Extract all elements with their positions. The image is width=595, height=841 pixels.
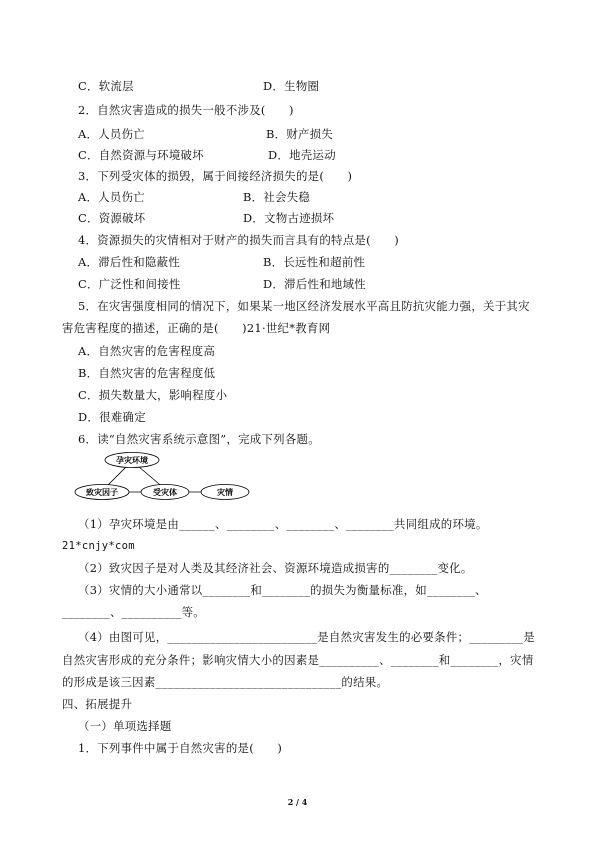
q4-option-b: B．长远性和超前性 [263, 255, 366, 269]
q5-option-d: D．很难确定 [78, 410, 146, 424]
q1-option-d: D．生物圈 [263, 79, 320, 93]
diagram-label-left: 致灾因子 [86, 488, 118, 497]
q2-option-c: C．自然资源与环境破坏 [78, 148, 204, 162]
fill-item-1: （1）孕灾环境是由______、________、________、________共同组成的环境。 [78, 517, 488, 531]
question-4: 4．资源损失的灾情相对于财产的损失而言具有的特点是( ) [78, 233, 399, 247]
diagram-label-right: 灾情 [217, 488, 233, 497]
question-3: 3．下列受灾体的损毁，属于间接经济损失的是( ) [78, 169, 353, 183]
exercise-1: 1．下列事件中属于自然灾害的是( ) [78, 741, 283, 755]
q2-option-a: A．人员伤亡 [78, 127, 145, 141]
question-5-line-1: 5．在灾害强度相同的情况下，如果某一地区经济发展水平高且防抗灾能力强，关于其灾 [78, 299, 530, 313]
question-2: 2．自然灾害造成的损失一般不涉及( ) [78, 103, 294, 117]
q5-option-c: C．损失数量大，影响程度小 [78, 388, 228, 402]
natural-disaster-system-diagram [74, 451, 264, 503]
q4-option-c: C．广泛性和间接性 [78, 277, 181, 291]
diagram-label-middle: 受灾体 [153, 488, 177, 497]
q3-option-c: C．资源破坏 [78, 211, 146, 225]
watermark-tag: 21*cnjy*com [62, 540, 135, 552]
fill-item-4-line-3: 的形成是该三因素_______________________________的结果。 [62, 675, 389, 689]
q4-option-a: A．滞后性和隐蔽性 [78, 255, 181, 269]
fill-item-2: （2）致灾因子是对人类及其经济社会、资源环境造成损害的________变化。 [78, 561, 473, 575]
question-5-line-2: 害危害程度的描述，正确的是( )21·世纪*教育网 [62, 321, 331, 335]
question-6: 6．读“自然灾害系统示意图”，完成下列各题。 [78, 432, 320, 446]
q5-option-b: B．自然灾害的危害程度低 [78, 366, 216, 380]
fill-item-4-line-1: （4）由图可见，_________________________是自然灾害发生的必要条件；_________是 [78, 630, 535, 644]
diagram-label-top: 孕灾环境 [116, 456, 148, 465]
q2-option-d: D．地壳运动 [268, 148, 336, 162]
page-number: 2 / 4 [287, 797, 308, 807]
fill-item-3-line-1: （3）灾情的大小通常以________和________的损失为衡量标准，如________、 [78, 583, 487, 597]
q5-option-a: A．自然灾害的危害程度高 [78, 344, 216, 358]
q3-option-d: D．文物古迹损坏 [243, 211, 335, 225]
q3-option-b: B．社会失稳 [243, 190, 311, 204]
q2-option-b: B．财产损失 [266, 127, 334, 141]
fill-item-4-line-2: 自然灾害形成的充分条件；影响灾情大小的因素是__________、________和________，灾情 [62, 653, 534, 667]
q4-option-d: D．滞后性和地域性 [263, 277, 366, 291]
q1-option-c: C．软流层 [78, 79, 134, 93]
section-heading: 四、拓展提升 [62, 697, 133, 711]
q3-option-a: A．人员伤亡 [78, 190, 145, 204]
fill-item-3-line-2: ________、__________等。 [62, 605, 205, 619]
subsection-heading: （一）单项选择题 [78, 719, 172, 733]
